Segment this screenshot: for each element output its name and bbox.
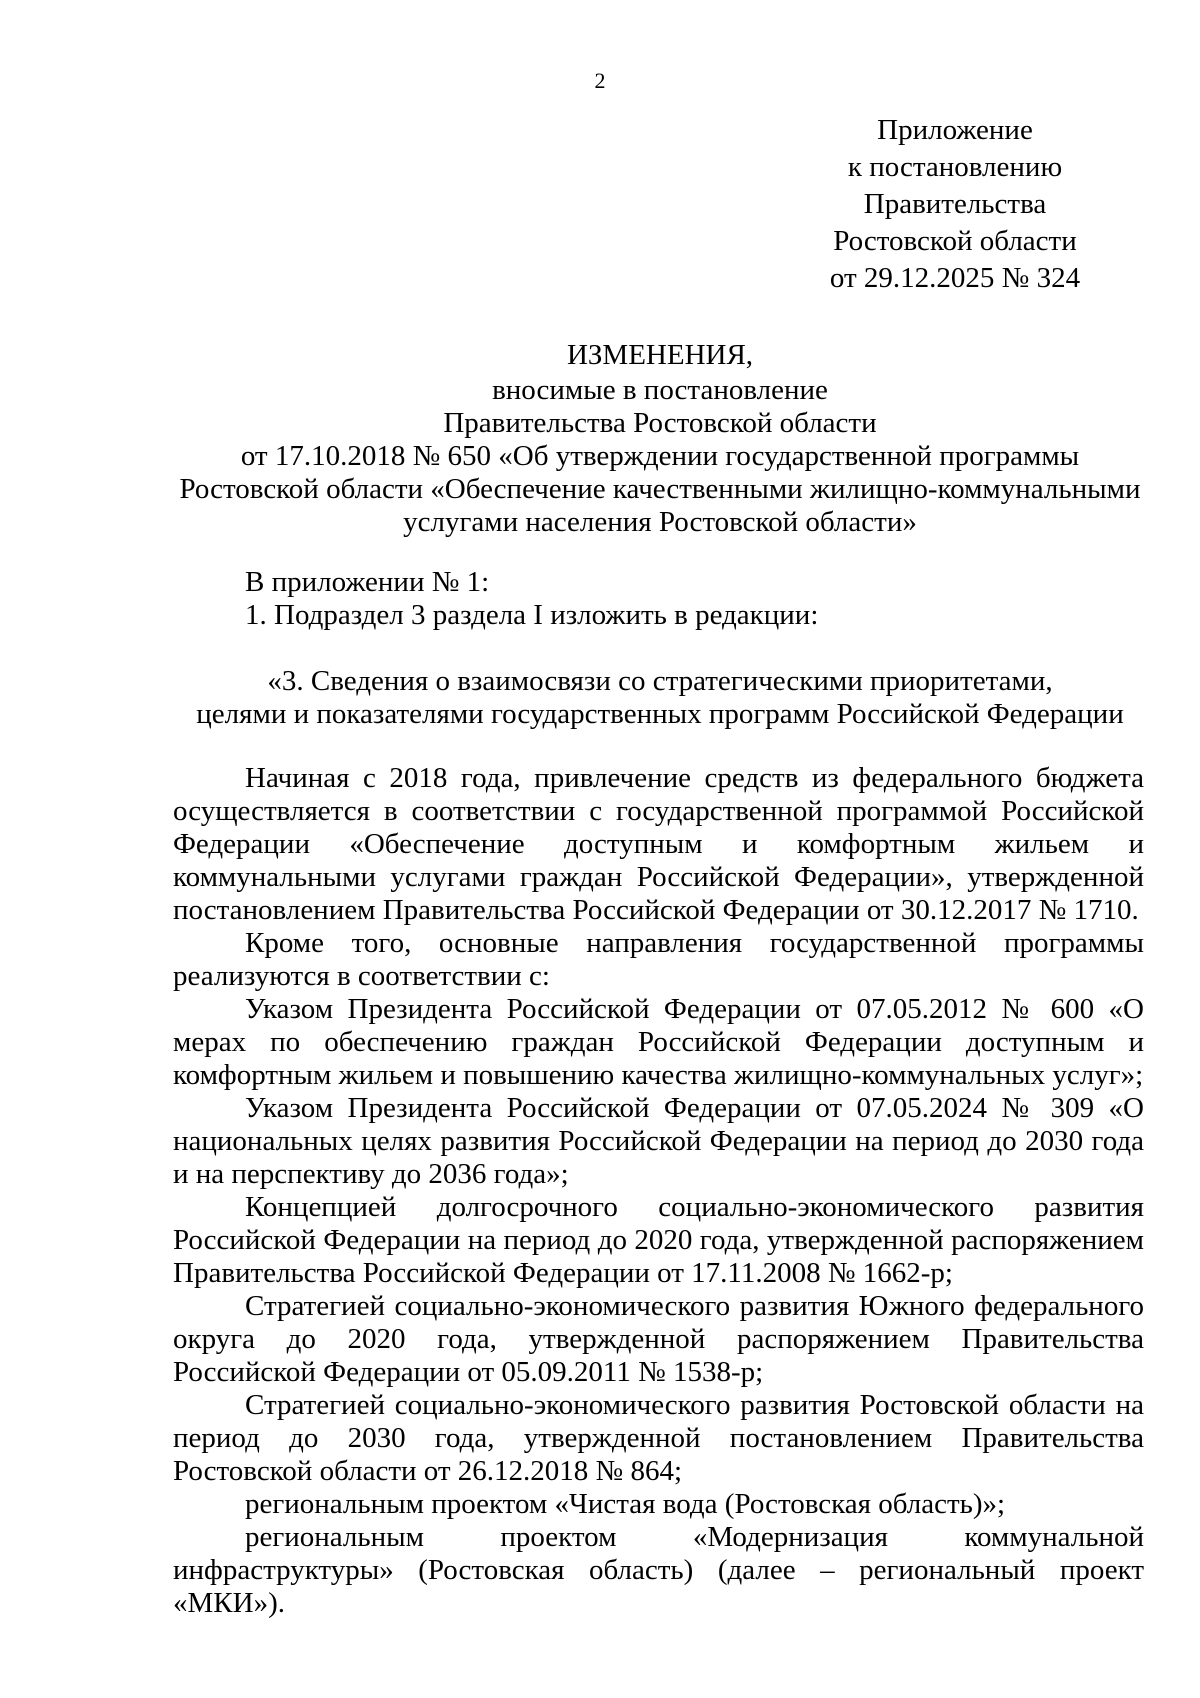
- title-line: Ростовской области «Обеспечение качественными жилищно-коммунальными: [179, 473, 1141, 505]
- body-text: [173, 762, 1144, 1620]
- paragraph: Указом Президента Российской Федерации от 07.05.2024 № 309 «О национальных целях развития Российской Федерации на период до 2030 года и на перспективу до 2036 года»;: [173, 1092, 1144, 1190]
- section-heading-line: «3. Сведения о взаимосвязи со стратегическими приоритетами,: [267, 665, 1053, 697]
- paragraph: Концепцией долгосрочного социально-экономического развития Российской Федерации на период до 2020 года, утвержденной распоряжением Правительства Российской Федерации от 17.11.2008 № 1662-р;: [173, 1191, 1144, 1289]
- appendix-line: к постановлению: [847, 151, 1063, 183]
- paragraph: региональным проектом «Модернизация коммунальной инфраструктуры» (Ростовская область) (далее – региональный проект «МКИ»).: [173, 1521, 1144, 1619]
- title-line: от 17.10.2018 № 650 «Об утверждении государственной программы: [240, 440, 1080, 472]
- appendix-block: [790, 112, 1120, 297]
- paragraph: Стратегией социально-экономического развития Ростовской области на период до 2030 года, утвержденной постановлением Правительства Ростовской области от 26.12.2018 № 864;: [173, 1389, 1144, 1487]
- paragraph: региональным проектом «Чистая вода (Ростовская область)»;: [245, 1488, 1006, 1520]
- appendix-line: Правительства: [863, 188, 1047, 220]
- document-title: [120, 336, 1200, 539]
- title-line: вносимые в постановление: [492, 374, 828, 406]
- intro-line: 1. Подраздел 3 раздела I изложить в редакции:: [245, 599, 819, 631]
- section-heading-line: целями и показателями государственных программ Российской Федерации: [196, 698, 1124, 730]
- appendix-line: от 29.12.2025 № 324: [829, 262, 1081, 294]
- appendix-line: Ростовской области: [833, 225, 1077, 257]
- title-line: Правительства Ростовской области: [443, 407, 877, 439]
- section-heading: [120, 665, 1200, 731]
- paragraph: Начиная с 2018 года, привлечение средств из федерального бюджета осуществляется в соответствии с государственной программой Российской Федерации «Обеспечение доступным и комфортным жильем и коммунальными услугами граждан Российской Федерации», утвержденной постановлением Правительства Российской Федерации от 30.12.2017 № 1710.: [173, 762, 1144, 926]
- title-line: услугами населения Ростовской области»: [403, 506, 917, 538]
- title-main: ИЗМЕНЕНИЯ,: [566, 339, 754, 371]
- page-number: 2: [594, 68, 606, 93]
- appendix-line: Приложение: [877, 114, 1033, 146]
- paragraph: Указом Президента Российской Федерации от 07.05.2012 № 600 «О мерах по обеспечению граждан Российской Федерации доступным и комфортным жильем и повышению качества жилищно-коммунальных услуг»;: [173, 993, 1144, 1091]
- paragraph: Кроме того, основные направления государственной программы реализуются в соответствии с:: [173, 927, 1144, 992]
- intro-line: В приложении № 1:: [245, 566, 490, 598]
- paragraph: Стратегией социально-экономического развития Южного федерального округа до 2020 года, утвержденной распоряжением Правительства Российской Федерации от 05.09.2011 № 1538-р;: [173, 1290, 1144, 1388]
